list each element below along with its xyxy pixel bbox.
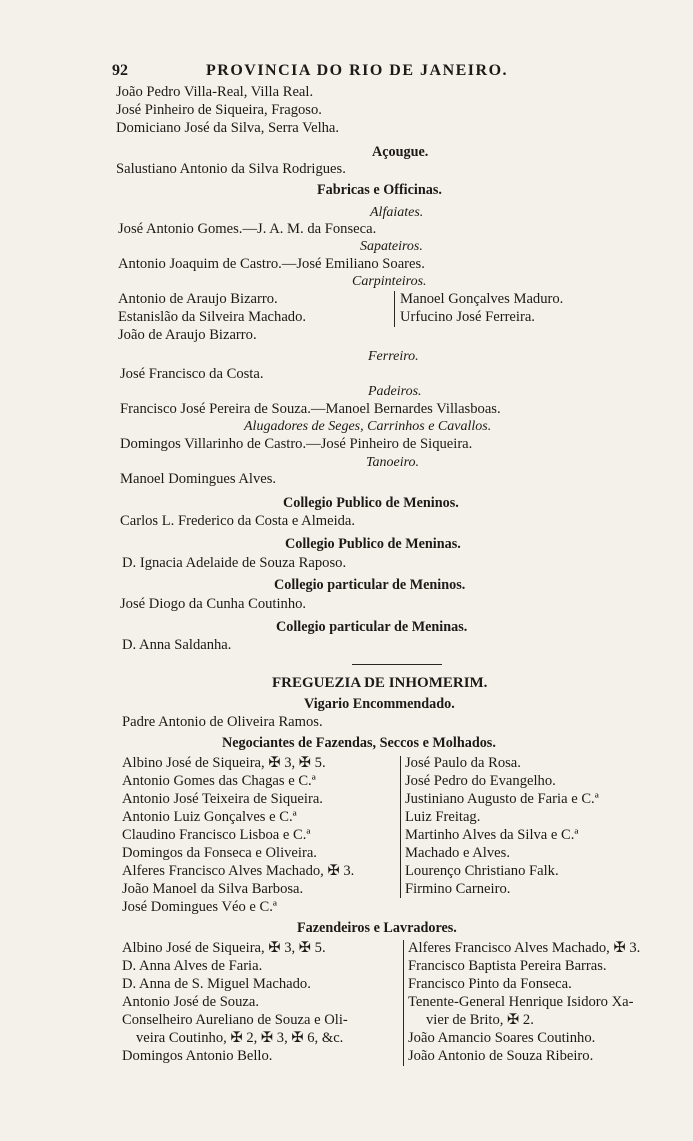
entry-line: Antonio José de Souza. xyxy=(122,994,260,1010)
section-divider xyxy=(352,664,442,665)
entry-line: José Paulo da Rosa. xyxy=(405,755,521,771)
section-heading-negociantes: Negociantes de Fazendas, Seccos e Molhados. xyxy=(222,735,496,751)
entry-line: Albino José de Siqueira, ✠ 3, ✠ 5. xyxy=(122,755,326,771)
entry-line: Urfucino José Ferreira. xyxy=(400,309,535,325)
entry-line: Luiz Freitag. xyxy=(405,809,481,825)
entry-line: Antonio de Araujo Bizarro. xyxy=(118,291,278,307)
entry-line: Alferes Francisco Alves Machado, ✠ 3. xyxy=(408,940,641,956)
entry-line: João Antonio de Souza Ribeiro. xyxy=(408,1048,594,1064)
entry-line: D. Anna de S. Miguel Machado. xyxy=(122,976,311,992)
section-heading-vigario: Vigario Encommendado. xyxy=(304,696,455,712)
entry-line: Francisco Baptista Pereira Barras. xyxy=(408,958,607,974)
subheading-padeiros: Padeiros. xyxy=(368,384,422,399)
entry-line: Salustiano Antonio da Silva Rodrigues. xyxy=(116,161,346,177)
entry-line: João de Araujo Bizarro. xyxy=(118,327,257,343)
section-heading-college: Collegio Publico de Meninas. xyxy=(285,536,461,552)
entry-line: José Pedro do Evangelho. xyxy=(405,773,556,789)
entry-line: Claudino Francisco Lisboa e C.ª xyxy=(122,827,311,843)
entry-line: Albino José de Siqueira, ✠ 3, ✠ 5. xyxy=(122,940,326,956)
subheading-carpinteiros: Carpinteiros. xyxy=(352,274,427,289)
subheading-sapateiros: Sapateiros. xyxy=(360,239,423,254)
subheading-ferreiro: Ferreiro. xyxy=(368,349,419,364)
section-heading-acougue: Açougue. xyxy=(372,144,429,160)
entry-line: Antonio Gomes das Chagas e C.ª xyxy=(122,773,316,789)
running-title: PROVINCIA DO RIO DE JANEIRO. xyxy=(206,62,509,79)
entry-line: Francisco Pinto da Fonseca. xyxy=(408,976,572,992)
entry-line: Tenente-General Henrique Isidoro Xa- xyxy=(408,994,634,1010)
entry-line: Padre Antonio de Oliveira Ramos. xyxy=(122,714,323,730)
entry-line: Domingos Villarinho de Castro.—José Pinheiro de Siqueira. xyxy=(120,436,473,452)
entry-line: Domingos Antonio Bello. xyxy=(122,1048,273,1064)
entry-line: D. Anna Alves de Faria. xyxy=(122,958,263,974)
section-heading-freguezia: FREGUEZIA DE INHOMERIM. xyxy=(272,675,488,691)
entry-line: Alferes Francisco Alves Machado, ✠ 3. xyxy=(122,863,355,879)
section-heading-college: Collegio particular de Meninos. xyxy=(274,577,466,593)
section-heading-college: Collegio Publico de Meninos. xyxy=(283,495,459,511)
entry-line: vier de Brito, ✠ 2. xyxy=(426,1012,534,1028)
column-divider xyxy=(403,940,404,1066)
column-divider xyxy=(400,756,401,898)
entry-line: Antonio Luiz Gonçalves e C.ª xyxy=(122,809,297,825)
entry-line: Machado e Alves. xyxy=(405,845,510,861)
entry-line: Domingos da Fonseca e Oliveira. xyxy=(122,845,317,861)
entry-line: D. Anna Saldanha. xyxy=(122,637,232,653)
subheading-alugadores: Alugadores de Seges, Carrinhos e Cavallos. xyxy=(244,419,492,434)
column-divider xyxy=(394,291,395,327)
entry-line: Francisco José Pereira de Souza.—Manoel Bernardes Villasboas. xyxy=(120,401,501,417)
entry-line: Justiniano Augusto de Faria e C.ª xyxy=(405,791,599,807)
entry-line: D. Ignacia Adelaide de Souza Raposo. xyxy=(122,555,347,571)
entry-line: Manoel Domingues Alves. xyxy=(120,471,277,487)
entry-line: Manoel Gonçalves Maduro. xyxy=(400,291,564,307)
entry-line: José Diogo da Cunha Coutinho. xyxy=(120,596,307,612)
entry-line: José Pinheiro de Siqueira, Fragoso. xyxy=(116,102,322,118)
entry-line: Estanislão da Silveira Machado. xyxy=(118,309,307,325)
entry-line: Martinho Alves da Silva e C.ª xyxy=(405,827,579,843)
section-heading-fazendeiros: Fazendeiros e Lavradores. xyxy=(297,920,457,936)
entry-line: João Pedro Villa-Real, Villa Real. xyxy=(116,84,314,100)
subheading-alfaiates: Alfaiates. xyxy=(370,205,424,220)
entry-line: veira Coutinho, ✠ 2, ✠ 3, ✠ 6, &c. xyxy=(136,1030,344,1046)
entry-line: Carlos L. Frederico da Costa e Almeida. xyxy=(120,513,356,529)
entry-line: João Amancio Soares Coutinho. xyxy=(408,1030,596,1046)
entry-line: Firmino Carneiro. xyxy=(405,881,511,897)
entry-line: Antonio José Teixeira de Siqueira. xyxy=(122,791,323,807)
entry-line: José Domingues Véo e C.ª xyxy=(122,899,277,915)
entry-line: João Manoel da Silva Barbosa. xyxy=(122,881,304,897)
subheading-tanoeiro: Tanoeiro. xyxy=(366,455,420,470)
section-heading-college: Collegio particular de Meninas. xyxy=(276,619,468,635)
entry-line: José Antonio Gomes.—J. A. M. da Fonseca. xyxy=(118,221,377,237)
entry-line: Domiciano José da Silva, Serra Velha. xyxy=(116,120,340,136)
page-number: 92 xyxy=(112,62,128,79)
entry-line: Antonio Joaquim de Castro.—José Emiliano Soares. xyxy=(118,256,425,272)
entry-line: José Francisco da Costa. xyxy=(120,366,264,382)
entry-line: Conselheiro Aureliano de Souza e Oli- xyxy=(122,1012,348,1028)
entry-line: Lourenço Christiano Falk. xyxy=(405,863,559,879)
section-heading-fabricas: Fabricas e Officinas. xyxy=(317,182,442,198)
